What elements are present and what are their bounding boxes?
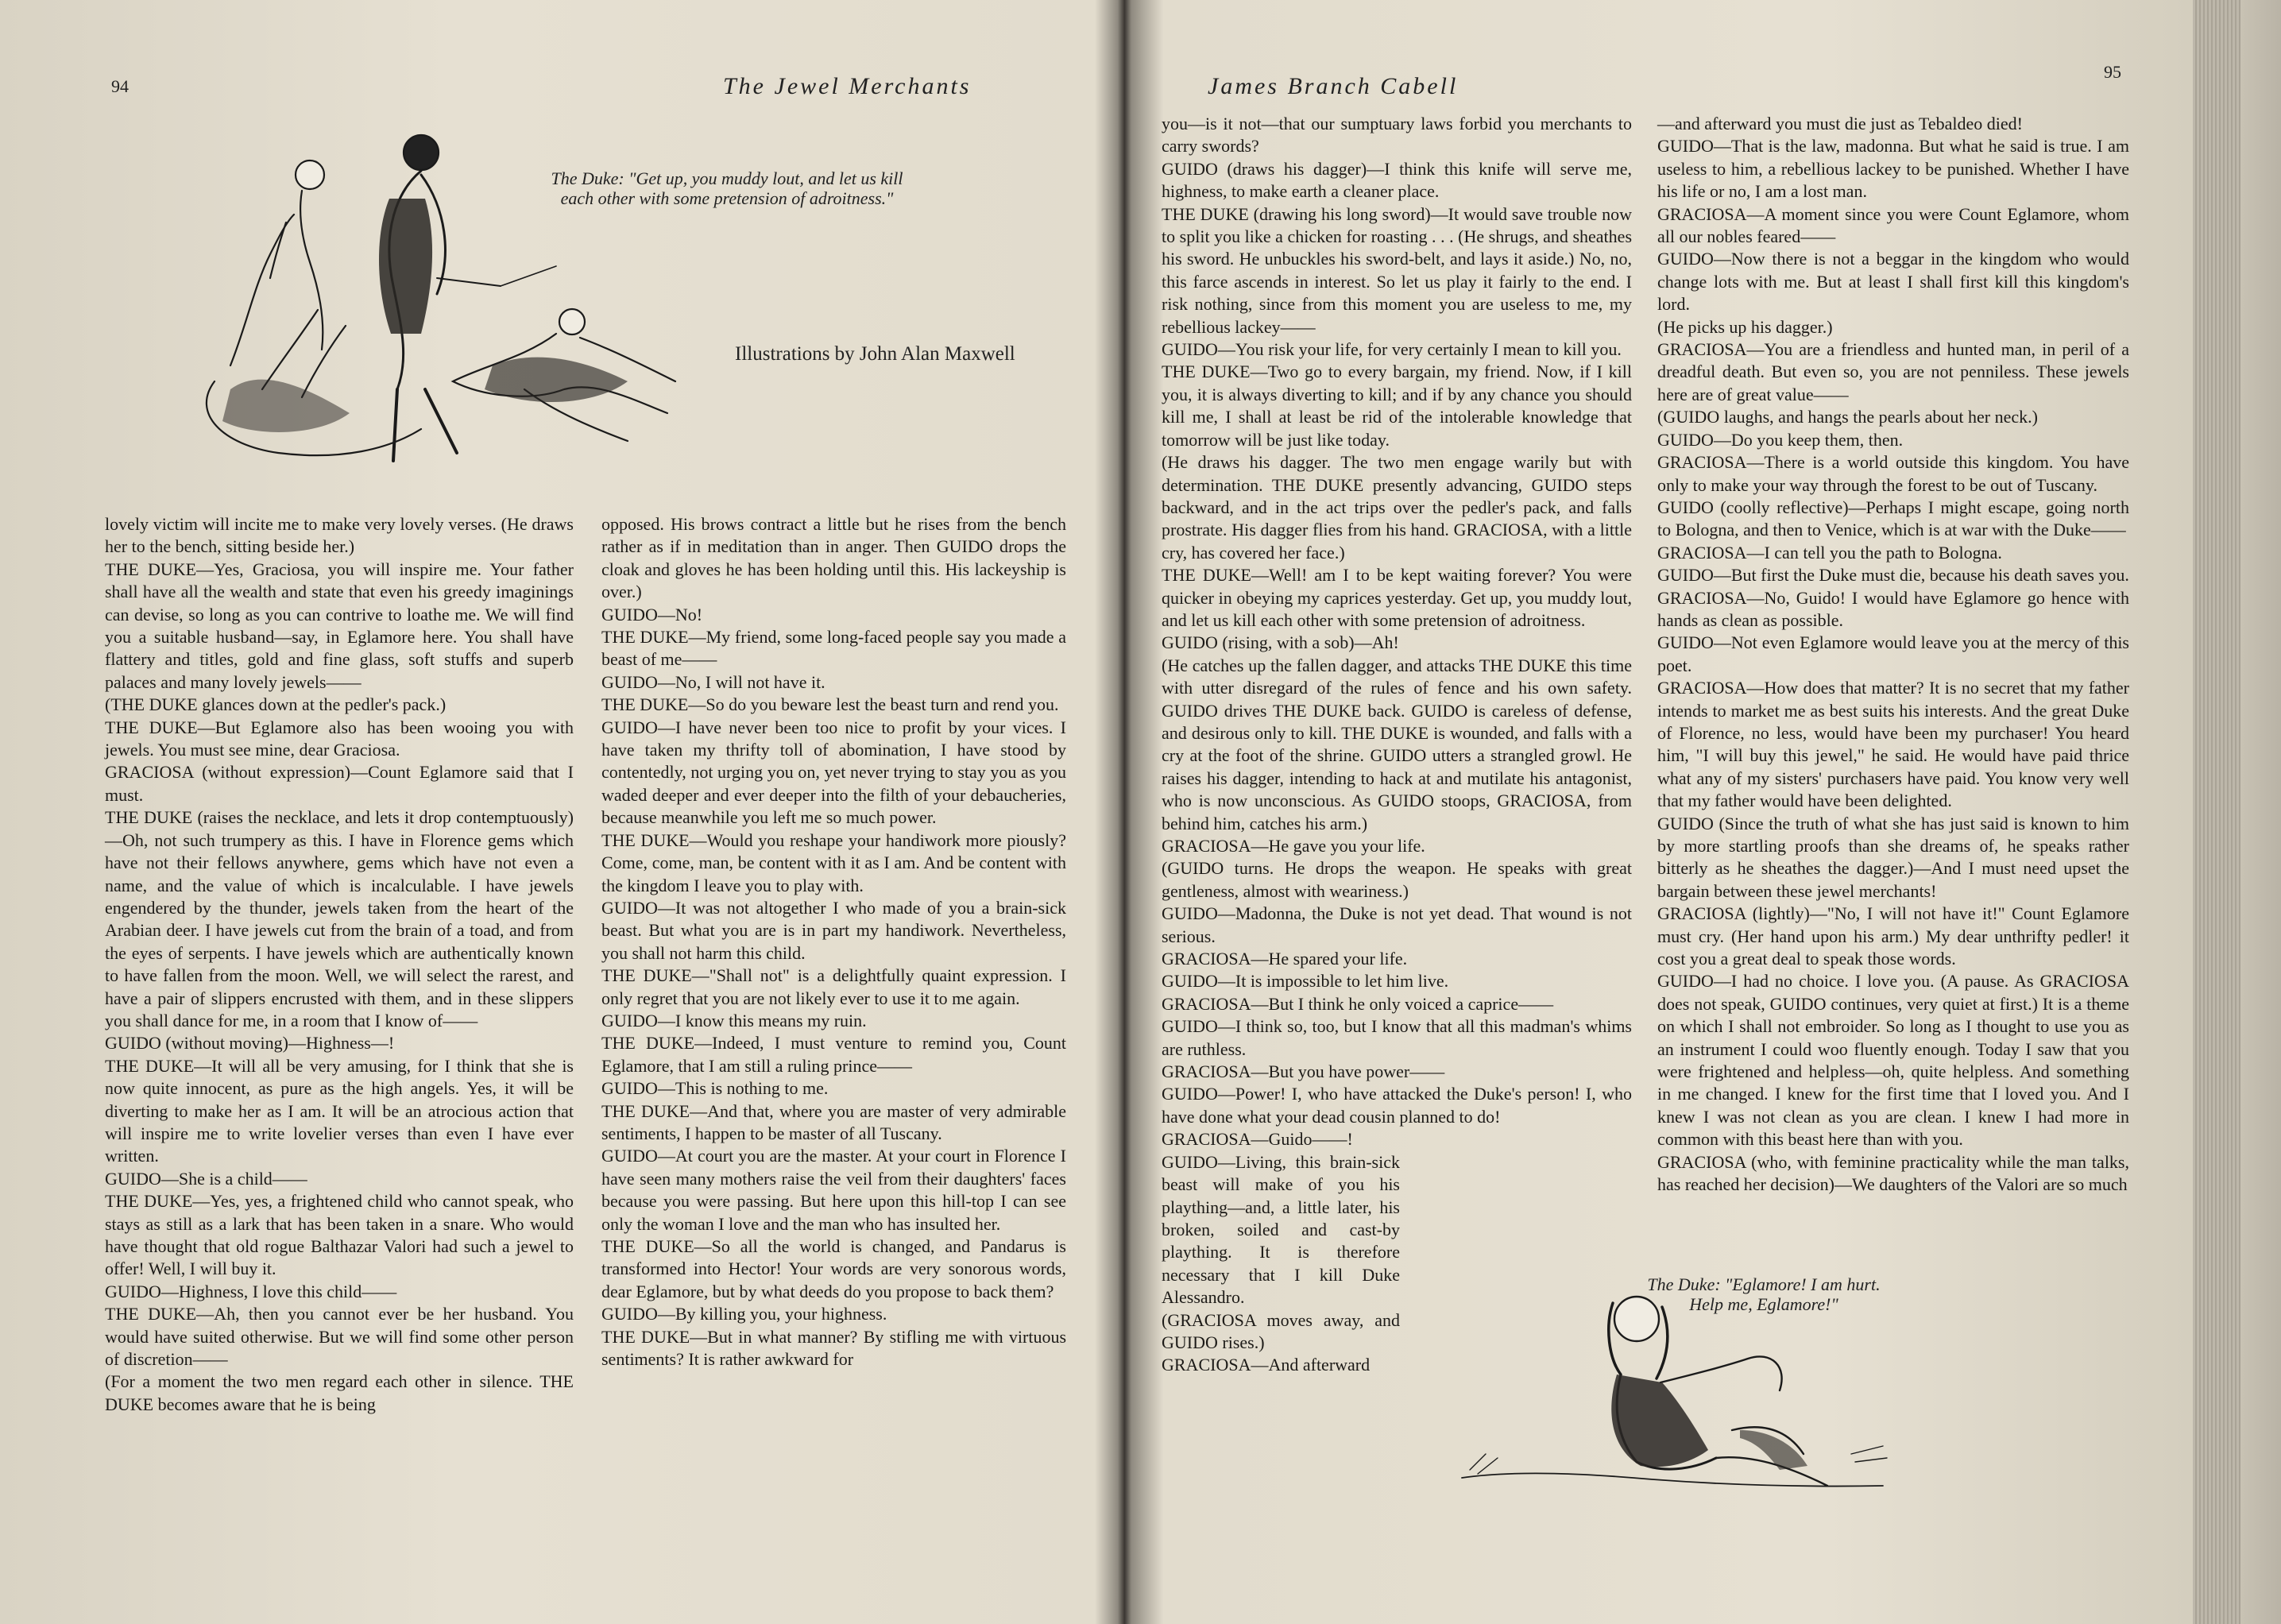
paragraph: GRACIOSA (without expression)—Count Eglamore said that I must.: [105, 762, 574, 805]
paragraph: THE DUKE—So do you beware lest the beast turn and rend you.: [601, 694, 1059, 715]
left-page: [0, 0, 1112, 1624]
paragraph: (GRACIOSA moves away, and GUIDO rises.): [1162, 1309, 1400, 1352]
paragraph: (GUIDO turns. He drops the weapon. He speaks with great gentleness, almost with weariness.): [1162, 858, 1632, 901]
paragraph: lovely victim will incite me to make very lovely verses. (He draws her to the bench, sitting beside her.): [105, 514, 574, 557]
paragraph: GUIDO—No!: [601, 604, 703, 624]
paragraph: THE DUKE (drawing his long sword)—It would save trouble now to split you like a chicken for roasting . . . (He shrugs, and sheathes his sword. He unbuckles his sword-belt, and lays it aside.) No, no, this farce ascends in interest. So let us play it fairly to the end. I risk nothing, since from this moment you are useless to me, my rebellious lackey——: [1162, 203, 1632, 337]
paragraph: GUIDO—By killing you, your highness.: [601, 1304, 887, 1324]
paragraph: GUIDO (Since the truth of what she has just said is known to him by more startling proofs than she dreams of, he speaks rather bitterly as he sheathes the dagger.)—And I must need upset the bargain between these jewel merchants!: [1657, 813, 2129, 901]
paragraph: GRACIOSA—There is a world outside this kingdom. You have only to make your way through the forest to be out of Tuscany.: [1657, 452, 2129, 495]
paragraph: GRACIOSA—Guido——!: [1162, 1129, 1353, 1150]
paragraph: (For a moment the two men regard each other in silence. THE DUKE becomes aware that he is being: [105, 1371, 574, 1414]
illustration-caption-right: The Duke: "Eglamore! I am hurt. Help me, Eglamore!": [1647, 1274, 1881, 1314]
left-page-column-2: [601, 513, 1066, 1371]
paragraph: GUIDO—I know this means my ruin.: [601, 1010, 867, 1030]
left-page-column-1: [105, 513, 574, 1416]
right-page-column-2: [1657, 113, 2129, 1197]
paragraph: you—is it not—that our sumptuary laws forbid you merchants to carry swords?: [1162, 114, 1632, 157]
paragraph: GRACIOSA (lightly)—"No, I will not have it!" Count Eglamore must cry. (Her hand upon his arm.) My dear unthrifty pedler! it cost you a great deal to speak those words.: [1657, 903, 2129, 969]
paragraph: THE DUKE—Two go to every bargain, my friend. Now, if I kill you, it is always diverting to kill; and if by any chance you should kill me, I shall at least be rid of the intolerable knowledge that tomorrow will be just like today.: [1162, 362, 1632, 450]
paragraph: (THE DUKE glances down at the pedler's pack.): [105, 694, 447, 715]
paragraph: GUIDO—I had no choice. I love you. (A pause. As GRACIOSA does not speak, GUIDO continues, very quiet at first.) It is a theme on which I shall not embroider. So long as I thought to use you as an instrument I could woo fluently enough. Today I saw that you were frightened and helpless—oh, quite helpless. And something in me changed. I knew for the first time that I loved you. And I knew I was not clean as you are clean. I knew I had more in common with this beast here than with you.: [1657, 971, 2129, 1150]
paragraph: GUIDO—Now there is not a beggar in the kingdom who would change lots with me. But at least I shall first kill this kingdom's lord.: [1657, 249, 2129, 315]
paragraph: GUIDO—That is the law, madonna. But what he said is true. I am useless to him, a rebellious lackey to be punished. Whether I have his life or no, I am a lost man.: [1657, 136, 2129, 202]
paragraph: GRACIOSA—And afterward: [1162, 1355, 1371, 1375]
paragraph: GRACIOSA—A moment since you were Count Eglamore, whom all our nobles feared——: [1657, 203, 2129, 247]
paragraph: opposed. His brows contract a little but he rises from the bench rather as if in meditation than in anger. Then GUIDO drops the cloak and gloves he has been holding until this. His lackeyship is over.): [601, 514, 1066, 602]
paragraph: GUIDO—Not even Eglamore would leave you at the mercy of this poet.: [1657, 632, 2129, 675]
paragraph: GUIDO—Highness, I love this child——: [105, 1281, 397, 1301]
right-page: [1112, 0, 2240, 1624]
paragraph: GRACIOSA—He gave you your life.: [1162, 836, 1425, 856]
paragraph: GUIDO—I think so, too, but I know that all this madman's whims are ruthless.: [1162, 1016, 1632, 1059]
illustration-credit: Illustrations by John Alan Maxwell: [735, 343, 1015, 365]
paragraph: GRACIOSA—But I think he only voiced a caprice——: [1162, 993, 1554, 1014]
paragraph: GUIDO (without moving)—Highness—!: [105, 1033, 395, 1054]
page-number-right: 95: [2104, 62, 2121, 82]
paragraph: THE DUKE—But in what manner? By stifling me with virtuous sentiments? It is rather awkward for: [601, 1326, 1066, 1370]
paragraph: THE DUKE—Ah, then you cannot ever be her husband. You would have suited otherwise. But we will find some other person of discretion——: [105, 1304, 574, 1370]
page-edges: [2193, 0, 2240, 1624]
paragraph: GUIDO (draws his dagger)—I think this knife will serve me, highness, to make earth a cleaner place.: [1162, 158, 1632, 202]
running-head-right: James Branch Cabell: [1208, 73, 1459, 99]
paragraph: THE DUKE—But Eglamore also has been wooing you with jewels. You must see mine, dear Graciosa.: [105, 717, 574, 760]
paragraph: GUIDO—She is a child——: [105, 1168, 307, 1189]
paragraph: GRACIOSA—I can tell you the path to Bologna.: [1657, 542, 2002, 563]
paragraph: GRACIOSA (who, with feminine practicality while the man talks, has reached her decision)—We daughters of the Valori are so much: [1657, 1151, 2129, 1195]
paragraph: GRACIOSA—But you have power——: [1162, 1061, 1445, 1082]
paragraph: GRACIOSA—How does that matter? It is no secret that my father intends to market me as best suits his interests. And the great Duke of Florence, no less, would have been my purchaser! You heard him, "I will buy this jewel," he said. He would have paid thrice what any of my sisters' purchasers have paid. You know very well that my father would have been delighted.: [1657, 678, 2129, 811]
paragraph: THE DUKE—And that, where you are master of very admirable sentiments, I happen to be master of all Tuscany.: [601, 1100, 1066, 1143]
paragraph: (GUIDO laughs, and hangs the pearls about her neck.): [1657, 407, 2038, 427]
paragraph: THE DUKE—"Shall not" is a delightfully quaint expression. I only regret that you are not likely ever to use it to me again.: [601, 965, 1066, 1008]
paragraph: THE DUKE—My friend, some long-faced people say you made a beast of me——: [601, 627, 1066, 670]
paragraph: GRACIOSA—You are a friendless and hunted man, in peril of a dreadful death. But even so, you are not penniless. These jewels here are of great value——: [1657, 339, 2129, 404]
paragraph: THE DUKE—Yes, yes, a frightened child who cannot speak, who stays as still as a lark that has been taken in a snare. Who would have thought that old rogue Balthazar Valori had such a jewel to offer! Well, I will buy it.: [105, 1191, 574, 1279]
paragraph: THE DUKE—Well! am I to be kept waiting forever? You were quicker in obeying my caprices yesterday. Get up, you muddy lout, and let us kill each other with some pretension of adroitness.: [1162, 565, 1632, 630]
paragraph: THE DUKE—So all the world is changed, and Pandarus is transformed into Hector! Your words are very sonorous words, dear Eglamore, but by what deeds do you propose to back them?: [601, 1236, 1066, 1301]
paragraph: GUIDO—At court you are the master. At your court in Florence I have seen many mothers raise the veil from their daughters' faces because you were passing. But here upon this hill-top I can see only the woman I love and the man who has insulted her.: [601, 1146, 1066, 1234]
paragraph: (He draws his dagger. The two men engage warily but with determination. THE DUKE presently advancing, GUIDO steps backward, and in the act trips over the pedler's pack, and falls prostrate. His dagger flies from his hand. GRACIOSA, with a little cry, has covered her face.): [1162, 452, 1632, 563]
running-head-left: The Jewel Merchants: [723, 73, 972, 99]
paragraph: THE DUKE—It will all be very amusing, for I think that she is now quite innocent, as pure as the high angels. Yes, it will be diverting to make her as I am. It will be an atrocious action that will inspire me to write lovelier verses than even I have ever written.: [105, 1055, 574, 1166]
paragraph: GUIDO—Do you keep them, then.: [1657, 429, 1904, 450]
paragraph: GUIDO—It was not altogether I who made of you a brain-sick beast. But what you are is in part my handiwork. Nevertheless, you shall not harm this child.: [601, 897, 1066, 963]
paragraph: THE DUKE (raises the necklace, and lets it drop contemptuously)—Oh, not such trumpery as this. I have in Florence gems which have not their fellows anywhere, gems which have not even a name, and the value of which is incalculable. I have jewels engendered by the thunder, jewels taken from the heart of the Arabian deer. I have jewels cut from the brain of a toad, and from the eyes of serpents. I have jewels which are authentically known to have fallen from the moon. Well, we will select the rarest, and have a pair of slippers encrusted with them, and in these slippers you shall dance for me, in a room that I know of——: [105, 807, 574, 1030]
paragraph: GUIDO—No, I will not have it.: [601, 671, 825, 692]
paragraph: GUIDO—Power! I, who have attacked the Duke's person! I, who have done what your dead cousin planned to do!: [1162, 1084, 1632, 1127]
paragraph: GUIDO—Living, this brain-sick beast will make of you his plaything—and, a little later, his broken, soiled and cast-by plaything. It is therefore necessary that I kill Duke Alessandro.: [1162, 1151, 1400, 1308]
paragraph: THE DUKE—Would you reshape your handiwork more piously? Come, come, man, be content with it as I am. And be content with the kingdom I leave you to play with.: [601, 829, 1066, 895]
paragraph: (He picks up his dagger.): [1657, 316, 1833, 337]
paragraph: GUIDO—You risk your life, for very certainly I mean to kill you.: [1162, 339, 1622, 360]
paragraph: GUIDO—This is nothing to me.: [601, 1078, 829, 1099]
paragraph: GUIDO—It is impossible to let him live.: [1162, 971, 1449, 992]
paragraph: THE DUKE—Indeed, I must venture to remind you, Count Eglamore, that I am still a ruling prince——: [601, 1033, 1066, 1076]
paragraph: THE DUKE—Yes, Graciosa, you will inspire me. Your father shall have all the wealth and state that even his greedy imaginings can devise, so long as you can contrive to loathe me. We will find you a suitable husband—say, in Eglamore here. You shall have flattery and titles, gold and fine glass, soft stuffs and superb palaces and many lovely jewels——: [105, 559, 574, 692]
paragraph: GUIDO (rising, with a sob)—Ah!: [1162, 632, 1399, 653]
paragraph: GUIDO—Madonna, the Duke is not yet dead. That wound is not serious.: [1162, 903, 1632, 946]
paragraph: GUIDO—I have never been too nice to profit by your vices. I have taken my thrifty toll of abomination, I have stood by contentedly, not urging you on, yet never trying to stay you as you waded deeper and ever deeper into the filth of your debaucheries, because meanwhile you left me so much power.: [601, 717, 1066, 828]
paragraph: —and afterward you must die just as Tebaldeo died!: [1657, 114, 2023, 133]
paragraph: GRACIOSA—He spared your life.: [1162, 949, 1408, 969]
paragraph: (He catches up the fallen dagger, and attacks THE DUKE this time with utter disregard of the rules of fence and his own safety. GUIDO drives THE DUKE back. GUIDO is careless of defense, and desirous only to kill. THE DUKE is wounded, and falls with a cry at the foot of the shrine. GUIDO utters a strangled growl. He raises his dagger, intending to hack at and mutilate his antagonist, who is now unconscious. As GUIDO stoops, GRACIOSA, from behind him, catches his arm.): [1162, 655, 1632, 833]
right-page-column-1: [1162, 113, 1632, 1377]
illustration-caption-left: The Duke: "Get up, you muddy lout, and let us kill each other with some pretension of adroitness.": [551, 168, 903, 208]
page-number-left: 94: [111, 76, 129, 96]
paragraph: GUIDO (coolly reflective)—Perhaps I might escape, going north to Bologna, and then to Venice, which is at war with the Duke——: [1657, 497, 2129, 540]
paragraph: GRACIOSA—No, Guido! I would have Eglamore go hence with hands as clean as possible.: [1657, 587, 2129, 630]
paragraph: GUIDO—But first the Duke must die, because his death saves you.: [1657, 565, 2129, 586]
